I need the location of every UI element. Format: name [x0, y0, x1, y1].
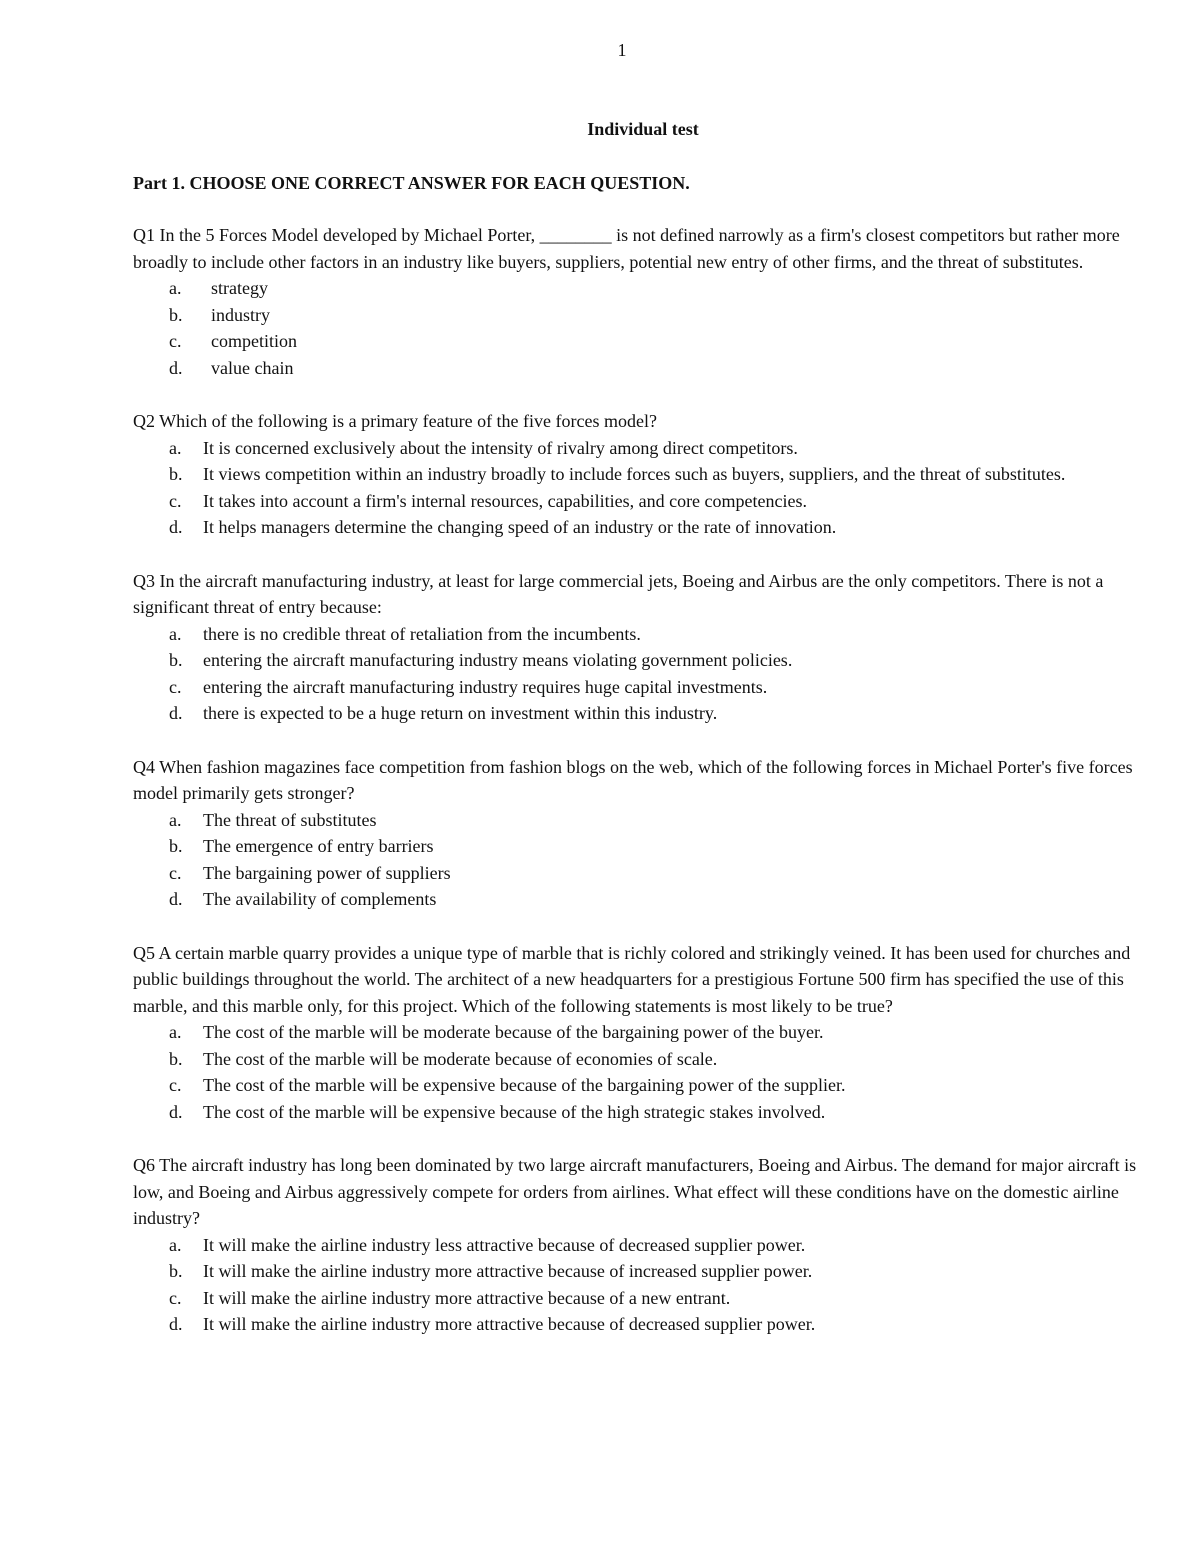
part-heading: Part 1. CHOOSE ONE CORRECT ANSWER FOR EACH QUESTION. [133, 172, 690, 193]
option-text: It will make the airline industry more attractive because of a new entrant. [203, 1287, 731, 1308]
answer-options [133, 807, 1143, 913]
option-letter: c. [169, 862, 182, 883]
answer-option [133, 1019, 1143, 1046]
answer-option [133, 355, 1143, 382]
answer-option [133, 647, 1143, 674]
option-text: It will make the airline industry less attractive because of decreased supplier power. [203, 1234, 806, 1255]
answer-option [133, 674, 1143, 701]
option-letter: d. [169, 1314, 183, 1334]
answer-option [133, 833, 1143, 860]
option-letter: d. [169, 889, 183, 909]
answer-option [133, 1311, 1143, 1338]
answer-options [133, 1019, 1143, 1125]
answer-option [133, 1232, 1143, 1259]
option-text: The cost of the marble will be expensive because of the high strategic stakes involved. [203, 1101, 826, 1122]
option-text: It will make the airline industry more attractive because of decreased supplier power. [203, 1314, 816, 1334]
answer-option [133, 1099, 1143, 1126]
answer-option [133, 1258, 1143, 1285]
answer-option [133, 621, 1143, 648]
question-6 [133, 1152, 1143, 1338]
option-letter: d. [169, 703, 183, 723]
answer-option [133, 886, 1143, 913]
answer-option [133, 1072, 1143, 1099]
option-text: strategy [211, 278, 268, 298]
answer-options [133, 621, 1143, 727]
option-text: value chain [211, 357, 294, 378]
option-text: entering the aircraft manufacturing industry requires huge capital investments. [203, 676, 768, 697]
option-letter: a. [169, 437, 182, 458]
option-letter: c. [169, 1287, 182, 1308]
answer-option [133, 488, 1143, 515]
answer-option [133, 328, 1143, 355]
option-letter: a. [169, 809, 182, 830]
option-text: The cost of the marble will be expensive because of the bargaining power of the supplier. [203, 1075, 846, 1095]
question-1 [133, 222, 1143, 381]
question-5 [133, 940, 1143, 1126]
option-letter: a. [169, 1022, 182, 1042]
answer-option [133, 1285, 1143, 1312]
option-text: there is no credible threat of retaliation from the incumbents. [203, 623, 641, 644]
option-letter: a. [169, 1234, 182, 1255]
answer-option [133, 435, 1143, 462]
answer-option [133, 1046, 1143, 1073]
option-letter: b. [169, 1261, 183, 1281]
answer-option [133, 275, 1143, 302]
question-stem: Q5 A certain marble quarry provides a unique type of marble that is richly colored and strikingly veined. It has been used for churches and public buildings throughout the world. The architect of a new headquarters for a prestigious Fortune 500 firm has specified the use of this marble, and this marble only, for this project. Which of the following statements is most likely to be true? [133, 942, 1131, 1016]
option-text: The emergence of entry barriers [203, 836, 434, 856]
option-letter: c. [169, 490, 182, 511]
question-stem: Q4 When fashion magazines face competition from fashion blogs on the web, which of the following forces in Michael Porter's five forces model primarily gets stronger? [133, 756, 1133, 803]
option-letter: c. [169, 1075, 182, 1095]
answer-options [133, 435, 1143, 541]
option-text: The availability of complements [203, 889, 437, 909]
option-text: The cost of the marble will be moderate because of economies of scale. [203, 1048, 718, 1069]
option-letter: d. [169, 517, 183, 537]
option-letter: a. [169, 623, 182, 644]
option-letter: b. [169, 650, 183, 670]
page-title: Individual test [587, 119, 699, 139]
question-stem: Q6 The aircraft industry has long been dominated by two large aircraft manufacturers, Boeing and Airbus. The demand for major aircraft is low, and Boeing and Airbus aggressively compete for orders from airlines. What effect will these conditions have on the domestic airline industry? [133, 1155, 1137, 1228]
question-stem: Q1 In the 5 Forces Model developed by Michael Porter, ________ is not defined narrowly as a firm's closest competitors but rather more broadly to include other factors in an industry like buyers, suppliers, potential new entry of other firms, and the threat of substitutes. [133, 225, 1120, 272]
document-body [133, 116, 1143, 1365]
answer-options [133, 275, 1143, 381]
answer-option [133, 461, 1143, 488]
option-text: The threat of substitutes [203, 809, 377, 830]
question-list [133, 222, 1143, 1338]
option-text: It views competition within an industry broadly to include forces such as buyers, suppliers, and the threat of substitutes. [203, 464, 1066, 484]
question-stem: Q3 In the aircraft manufacturing industry, at least for large commercial jets, Boeing and Airbus are the only competitors. There is not a significant threat of entry because: [133, 570, 1104, 617]
answer-option [133, 807, 1143, 834]
option-text: It is concerned exclusively about the intensity of rivalry among direct competitors. [203, 437, 798, 458]
option-text: there is expected to be a huge return on investment within this industry. [203, 703, 718, 723]
option-text: industry [211, 304, 271, 325]
answer-option [133, 302, 1143, 329]
option-letter: c. [169, 331, 182, 351]
option-letter: b. [169, 464, 183, 484]
answer-option [133, 700, 1143, 727]
option-text: The bargaining power of suppliers [203, 862, 451, 883]
question-3 [133, 568, 1143, 727]
option-text: It helps managers determine the changing speed of an industry or the rate of innovation. [203, 517, 837, 537]
answer-options [133, 1232, 1143, 1338]
option-letter: d. [169, 357, 183, 378]
option-text: entering the aircraft manufacturing industry means violating government policies. [203, 650, 793, 670]
option-letter: b. [169, 836, 183, 856]
answer-option [133, 514, 1143, 541]
option-text: The cost of the marble will be moderate because of the bargaining power of the buyer. [203, 1022, 824, 1042]
option-text: It will make the airline industry more attractive because of increased supplier power. [203, 1261, 813, 1281]
answer-option [133, 860, 1143, 887]
option-letter: d. [169, 1101, 183, 1122]
option-letter: c. [169, 676, 182, 697]
option-text: It takes into account a firm's internal resources, capabilities, and core competencies. [203, 490, 808, 511]
option-text: competition [211, 331, 297, 351]
page-number: 1 [617, 40, 627, 60]
question-2 [133, 408, 1143, 541]
option-letter: a. [169, 278, 182, 298]
question-4 [133, 754, 1143, 913]
option-letter: b. [169, 1048, 183, 1069]
question-stem: Q2 Which of the following is a primary feature of the five forces model? [133, 411, 657, 431]
option-letter: b. [169, 304, 183, 325]
